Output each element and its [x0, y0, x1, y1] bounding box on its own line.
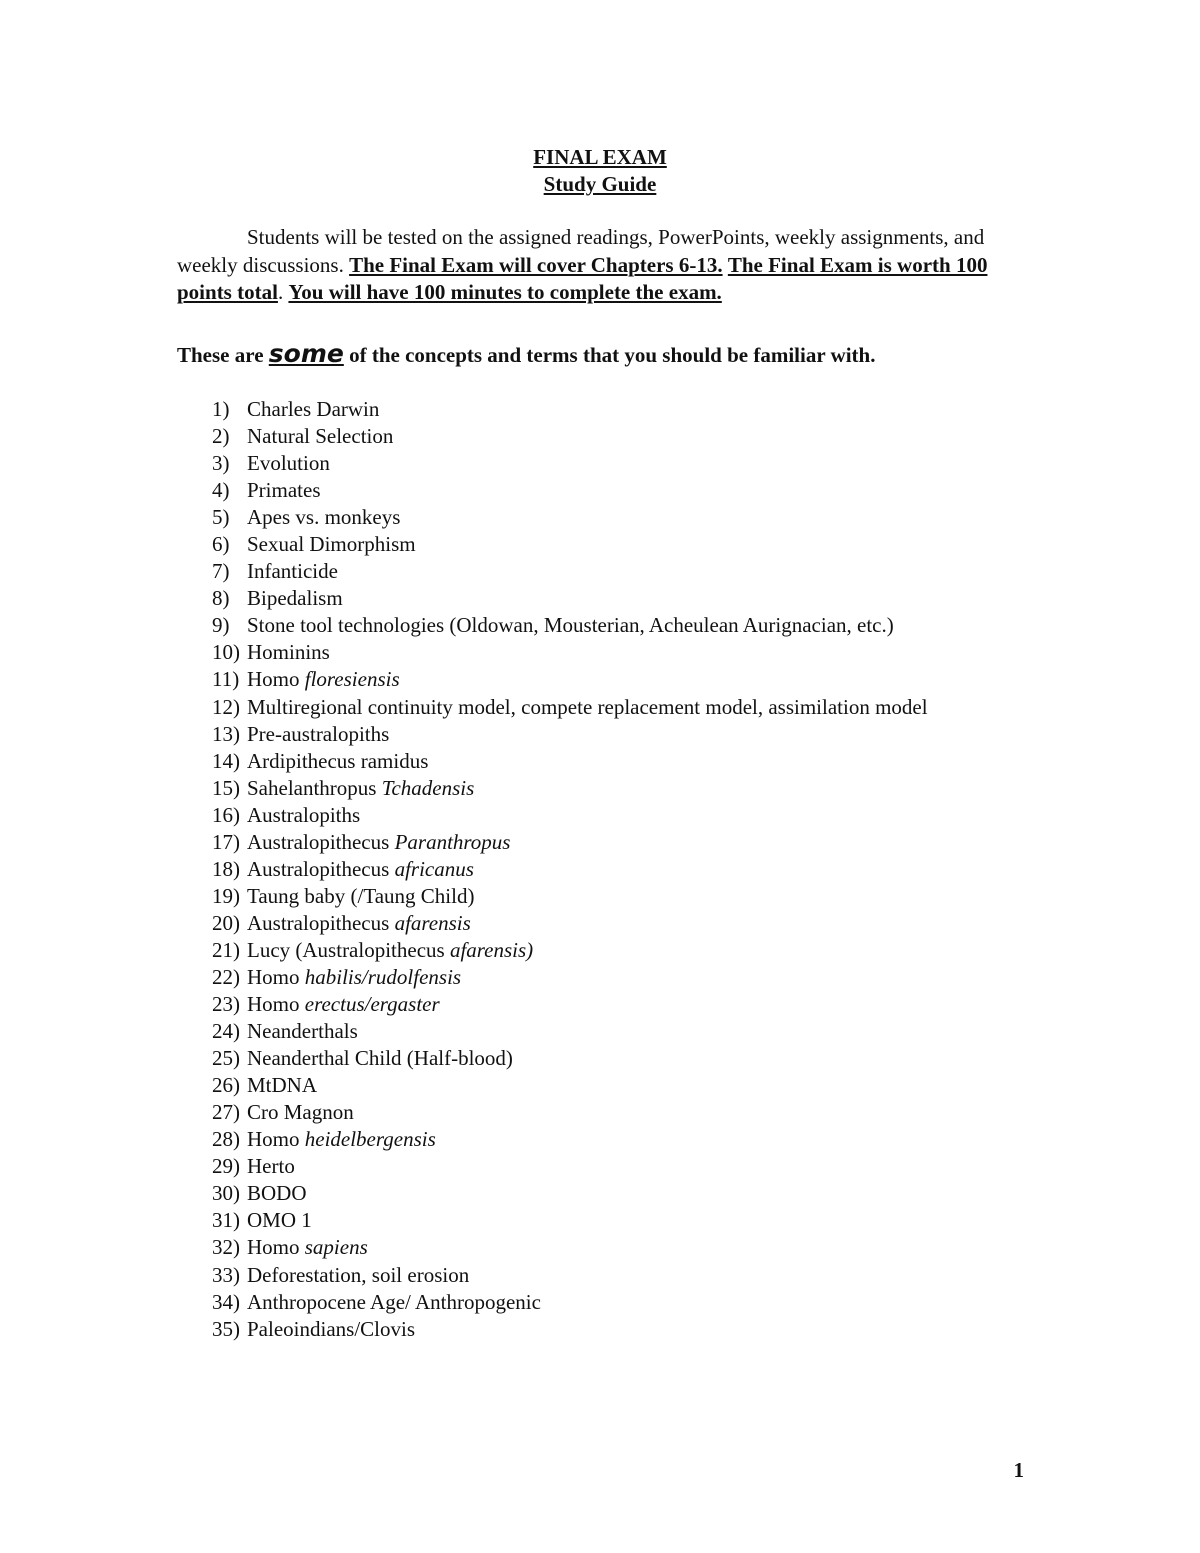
- list-item-number: 27): [212, 1100, 240, 1125]
- list-item-number: 26): [212, 1073, 240, 1098]
- concepts-heading: [177, 340, 1017, 369]
- list-item: [212, 802, 928, 829]
- list-item-number: 4): [212, 478, 230, 503]
- list-item: [212, 558, 928, 585]
- list-item-number: 31): [212, 1208, 240, 1233]
- page-subtitle: Study Guide: [543, 172, 657, 196]
- list-item-text: Neanderthals: [247, 1019, 358, 1044]
- list-item-text: Apes vs. monkeys: [247, 505, 401, 530]
- list-item: [212, 423, 928, 450]
- list-item-text: Paleoindians/Clovis: [247, 1316, 415, 1341]
- list-item-number: 14): [212, 748, 240, 773]
- list-item-number: 29): [212, 1154, 240, 1179]
- list-item: [212, 1072, 928, 1099]
- list-item-text: MtDNA: [247, 1073, 318, 1098]
- list-item: [212, 1099, 928, 1126]
- intro-chapters: The Final Exam will cover Chapters 6-13.: [349, 252, 723, 277]
- list-item: [212, 585, 928, 612]
- list-item: [212, 1289, 928, 1316]
- list-item: [212, 964, 928, 991]
- list-item: [212, 883, 928, 910]
- list-item-number: 18): [212, 856, 240, 881]
- list-item: [212, 748, 928, 775]
- list-item-text: Taung baby (/Taung Child): [247, 883, 475, 908]
- list-item-text: Australopithecus: [247, 829, 395, 854]
- list-item-text: Primates: [247, 478, 321, 503]
- list-item-italic: habilis/rudolfensis: [304, 964, 462, 989]
- list-item-italic: heidelbergensis: [304, 1127, 436, 1152]
- intro-text: Students will be tested on the assigned readings, PowerPoints, weekly assignments, and weekly discussions.: [177, 225, 985, 277]
- list-item-text: Herto: [247, 1154, 295, 1179]
- list-item-number: 21): [212, 937, 240, 962]
- list-item: [212, 694, 928, 721]
- list-item: [212, 1316, 928, 1343]
- list-item-number: 19): [212, 883, 240, 908]
- intro-points: The Final Exam is worth 100 points total: [177, 252, 988, 304]
- list-item: [212, 1045, 928, 1072]
- intro-minutes: You will have 100 minutes to complete the exam.: [288, 280, 722, 304]
- list-item-text: BODO: [247, 1181, 307, 1206]
- list-item-number: 13): [212, 721, 240, 746]
- list-item-number: 34): [212, 1289, 240, 1314]
- list-item-number: 25): [212, 1046, 240, 1071]
- list-item-number: 11): [212, 667, 240, 692]
- list-item-text: Multiregional continuity model, compete replacement model, assimilation model: [247, 694, 928, 719]
- list-item: [212, 450, 928, 477]
- intro-period: .: [277, 280, 284, 304]
- list-item-number: 28): [212, 1127, 240, 1152]
- list-item-number: 35): [212, 1316, 240, 1341]
- list-item: [212, 396, 928, 423]
- list-item-number: 17): [212, 829, 240, 854]
- list-item: [212, 1262, 928, 1289]
- list-item: [212, 1234, 928, 1261]
- list-item: [212, 910, 928, 937]
- list-item-text: Evolution: [247, 451, 330, 476]
- list-item-text: Homo: [247, 964, 305, 989]
- list-item-text: Stone tool technologies (Oldowan, Mousterian, Acheulean Aurignacian, etc.): [247, 613, 894, 638]
- list-item-number: 15): [212, 775, 240, 800]
- list-item-text: Deforestation, soil erosion: [247, 1262, 470, 1287]
- list-item: [212, 937, 928, 964]
- terms-list: [212, 396, 928, 1343]
- list-item-text: Cro Magnon: [247, 1100, 354, 1125]
- list-item-number: 16): [212, 802, 240, 827]
- list-item: [212, 639, 928, 666]
- list-item-number: 24): [212, 1019, 240, 1044]
- list-item-text: Bipedalism: [247, 586, 343, 611]
- list-item-text: Australopithecus: [247, 856, 395, 881]
- list-item-number: 30): [212, 1181, 240, 1206]
- list-item: [212, 991, 928, 1018]
- list-item-text: Pre-australopiths: [247, 721, 390, 746]
- list-item: [212, 1180, 928, 1207]
- list-item-text: Natural Selection: [247, 424, 394, 449]
- list-item: [212, 612, 928, 639]
- list-item: [212, 721, 928, 748]
- list-item-italic: afarensis): [449, 937, 534, 962]
- list-item-number: 8): [212, 586, 230, 611]
- concepts-prefix: These are: [177, 343, 264, 367]
- list-item: [212, 1153, 928, 1180]
- list-item: [212, 775, 928, 802]
- intro-paragraph: [177, 224, 1017, 307]
- list-item-text: Australopithecus: [247, 910, 395, 935]
- list-item-text: Ardipithecus ramidus: [247, 748, 429, 773]
- list-item-number: 22): [212, 964, 240, 989]
- list-item: [212, 477, 928, 504]
- list-item-number: 20): [212, 910, 240, 935]
- list-item-number: 7): [212, 559, 230, 584]
- list-item: [212, 829, 928, 856]
- list-item: [212, 504, 928, 531]
- list-item-text: OMO 1: [247, 1208, 312, 1233]
- list-item-text: Homo: [247, 1235, 305, 1260]
- list-item-text: Hominins: [247, 640, 330, 665]
- list-item-number: 2): [212, 424, 230, 449]
- list-item-number: 32): [212, 1235, 240, 1260]
- list-item-text: Sexual Dimorphism: [247, 532, 416, 557]
- list-item-text: Homo: [247, 667, 305, 692]
- list-item-number: 10): [212, 640, 240, 665]
- list-item: [212, 856, 928, 883]
- list-item-text: Sahelanthropus: [247, 775, 382, 800]
- list-item-text: Lucy (Australopithecus: [247, 937, 450, 962]
- concepts-suffix: of the concepts and terms that you should be familiar with.: [349, 343, 876, 367]
- list-item-italic: africanus: [394, 856, 474, 881]
- list-item-italic: afarensis: [394, 910, 471, 935]
- list-item-number: 12): [212, 694, 240, 719]
- list-item-text: Neanderthal Child (Half-blood): [247, 1046, 513, 1071]
- list-item: [212, 531, 928, 558]
- list-item-italic: erectus/ergaster: [304, 992, 440, 1017]
- list-item-number: 5): [212, 505, 230, 530]
- list-item-text: Infanticide: [247, 559, 338, 584]
- list-item-number: 3): [212, 451, 230, 476]
- list-item-text: Charles Darwin: [247, 397, 380, 421]
- list-item-italic: floresiensis: [304, 667, 400, 692]
- list-item: [212, 1207, 928, 1234]
- page-number: 1: [1013, 1458, 1024, 1482]
- list-item-text: Australopiths: [247, 802, 361, 827]
- list-item-text: Anthropocene Age/ Anthropogenic: [247, 1289, 541, 1314]
- list-item-number: 9): [212, 613, 230, 638]
- list-item: [212, 1126, 928, 1153]
- list-item-italic: Tchadensis: [381, 775, 475, 800]
- list-item-number: 23): [212, 992, 240, 1017]
- list-item-italic: sapiens: [304, 1235, 368, 1260]
- list-item-italic: Paranthropus: [394, 829, 511, 854]
- page-title: FINAL EXAM: [533, 145, 667, 169]
- list-item-number: 1): [212, 397, 230, 421]
- list-item-text: Homo: [247, 1127, 305, 1152]
- list-item-number: 33): [212, 1262, 240, 1287]
- list-item: [212, 666, 928, 693]
- list-item-number: 6): [212, 532, 230, 557]
- list-item-text: Homo: [247, 992, 305, 1017]
- list-item: [212, 1018, 928, 1045]
- concepts-emphasis: some: [268, 339, 344, 368]
